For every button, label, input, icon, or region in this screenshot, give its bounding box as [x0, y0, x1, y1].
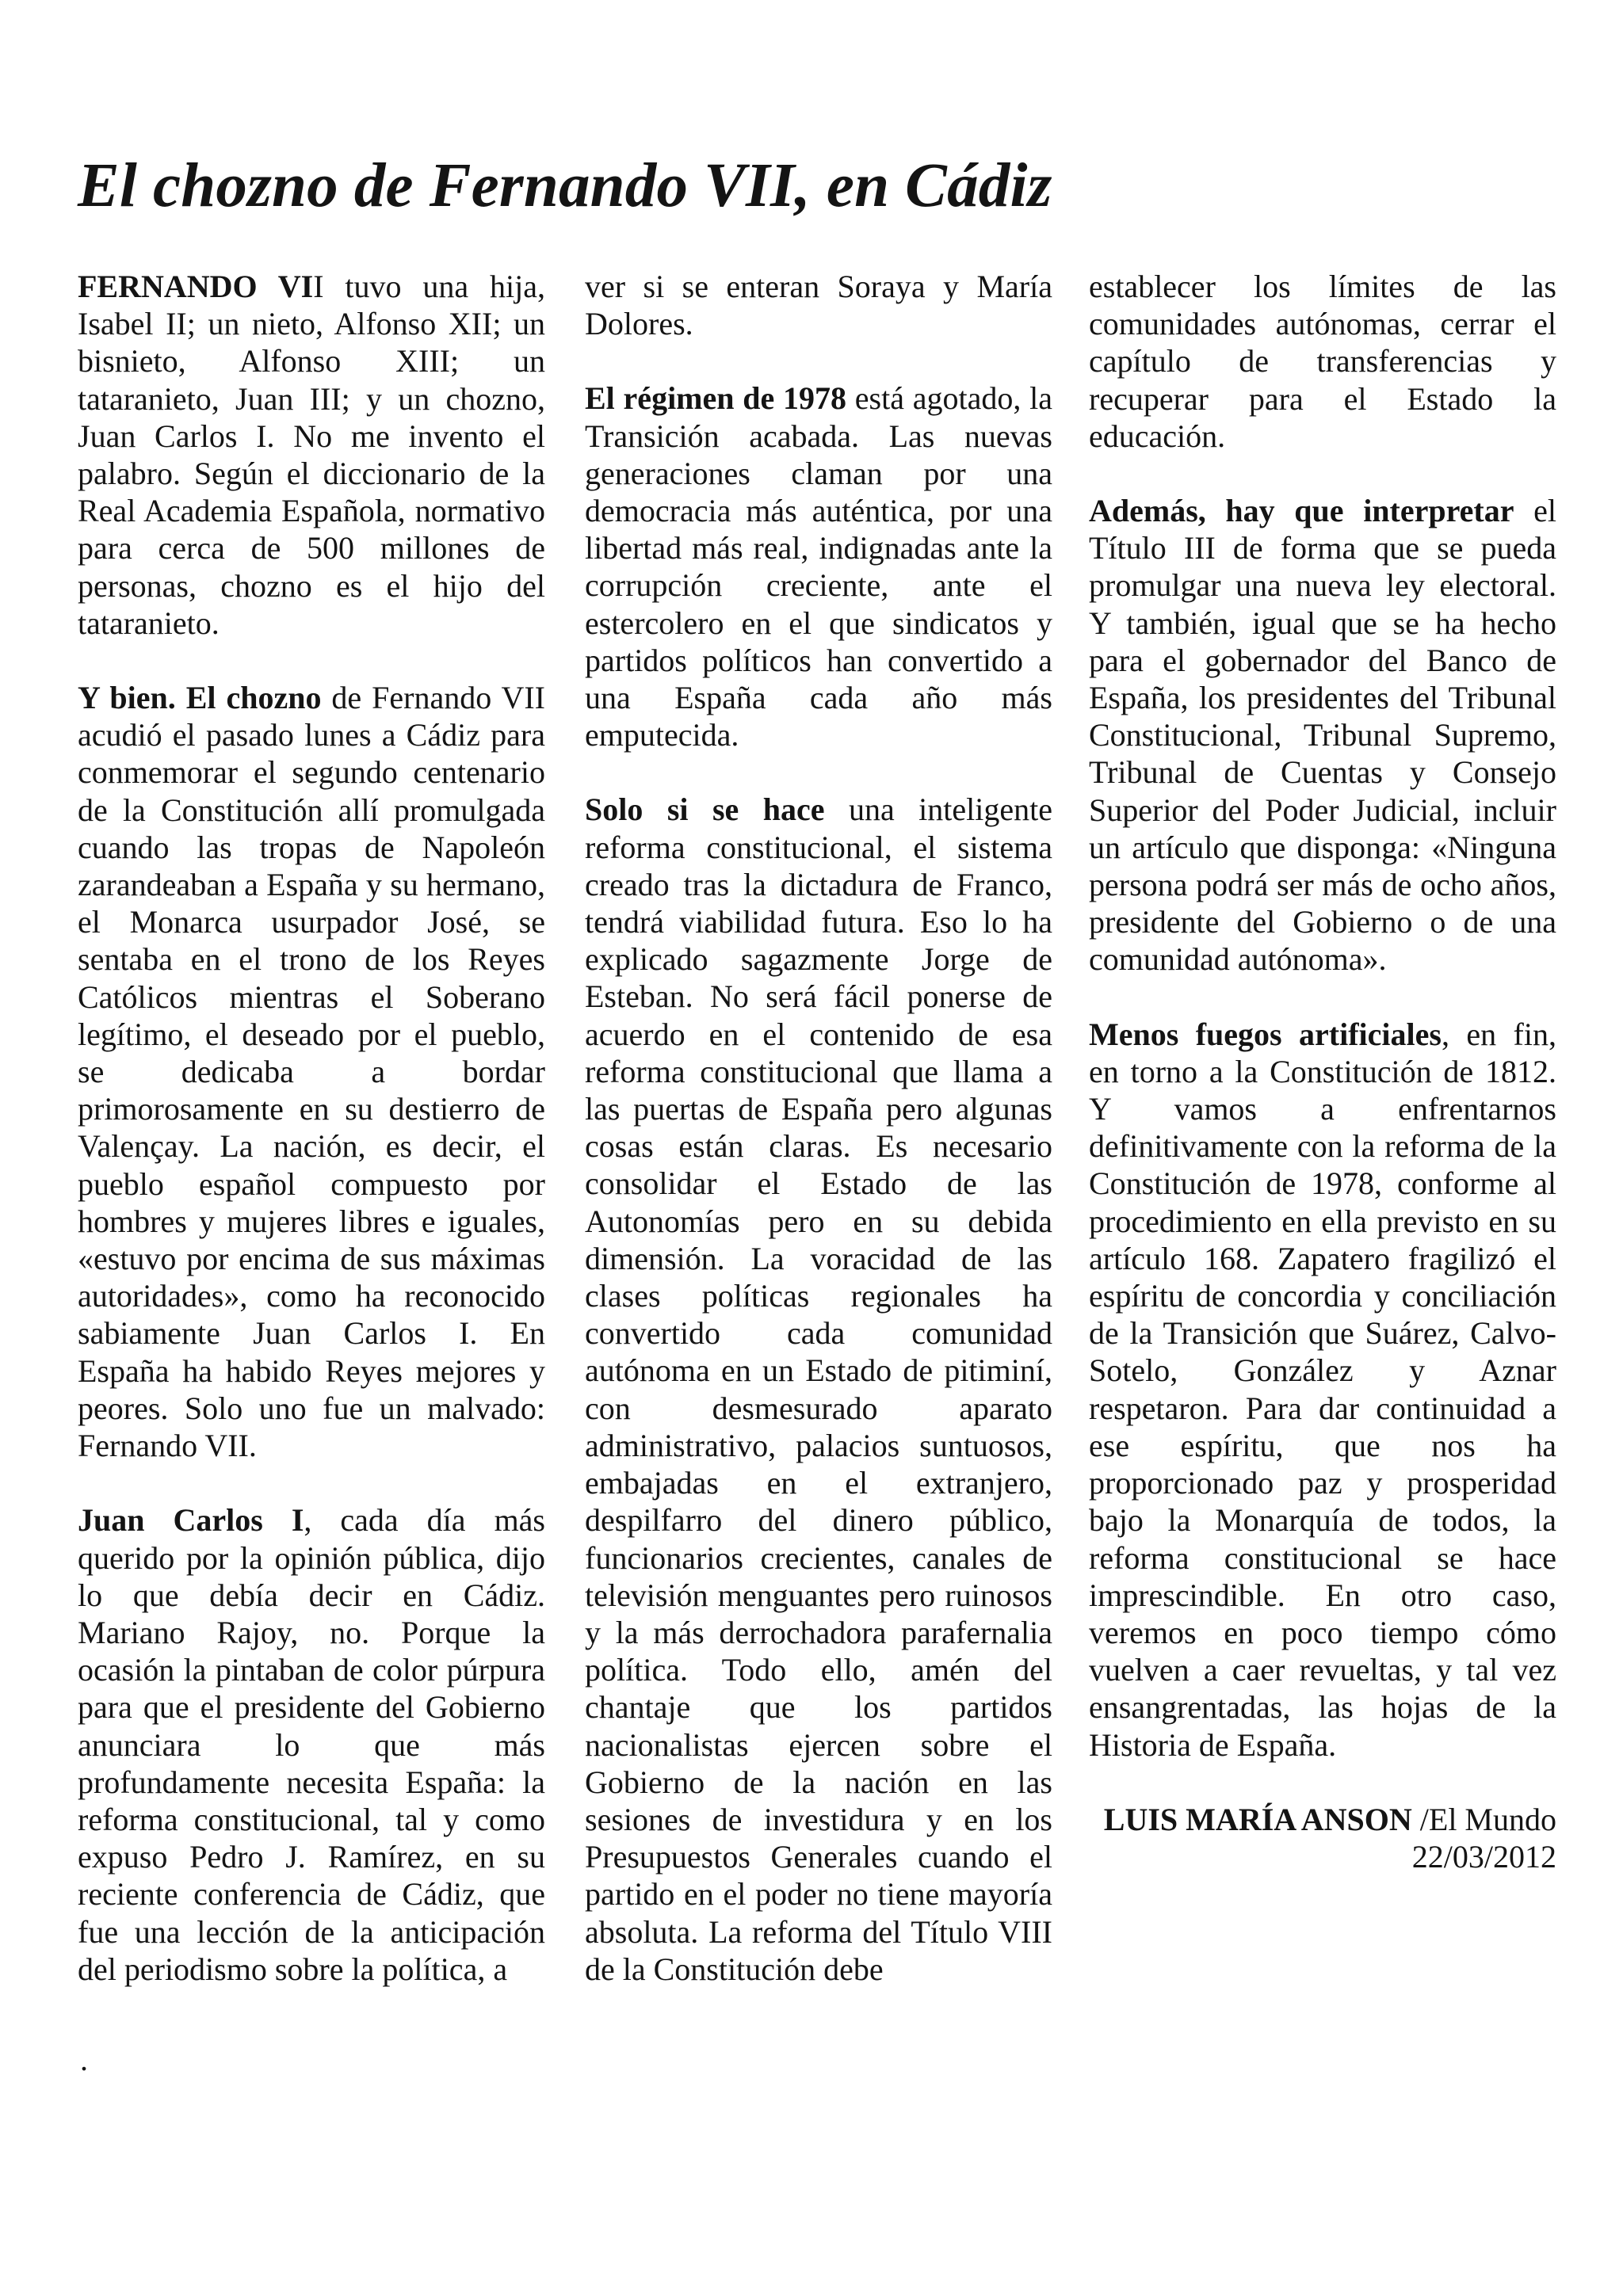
paragraph-text: I tuvo una hija, Isabel II; un nieto, Alfonso XII; un bisnieto, Alfonso XIII; un tataranieto, Juan III; y un chozno, Juan Carlos I. No me invento el palabro. Según el diccionario de la Real Academia Española, normativo para cerca de 500 millones de personas, chozno es el hijo del tataranieto. [78, 269, 545, 641]
paragraph [1089, 1016, 1556, 1764]
paragraph [1089, 492, 1556, 978]
article-title: El chozno de Fernando VII, en Cádiz [78, 151, 1052, 220]
paragraph-text: , cada día más querido por la opinión pública, dijo lo que debía decir en Cádiz. Mariano Rajoy, no. Porque la ocasión la pintaban de color púrpura para que el presidente del Gobierno anunciara lo que más profundamente necesita España: la reforma constitucional, tal y como expuso Pedro J. Ramírez, en su reciente conferencia de Cádiz, que fue una lección de la anticipación del periodismo sobre la política, a [78, 1502, 545, 1987]
byline [1089, 1801, 1556, 1875]
paragraph-text: el Título III de forma que se pueda promulgar una nueva ley electoral. Y también, igual que se ha hecho para el gobernador del Banco de España, los presidentes del Tribunal Constitucional, Tribunal Supremo, Tribunal de Cuentas y Consejo Superior del Poder Judicial, incluir un artículo que disponga: «Ninguna persona podrá ser más de ocho años, presidente del Gobierno o de una comunidad autónoma». [1089, 493, 1556, 978]
paragraph-text: de Fernando VII acudió el pasado lunes a Cádiz para conmemorar el segundo centenario de la Constitución allí promulgada cuando las tropas de Napoleón zarandeaban a España y su hermano, el Monarca usurpador José, se sentaba en el trono de los Reyes Católicos mientras el Soberano legítimo, el deseado por el pueblo, se dedicaba a bordar primorosamente en su destierro de Valençay. La nación, es decir, el pueblo español compuesto por hombres y mujeres libres e iguales, «estuvo por encima de sus máximas autoridades», como ha reconocido sabiamente Juan Carlos I. En España ha habido Reyes mejores y peores. Solo uno fue un malvado: Fernando VII. [78, 680, 545, 1464]
paragraph-lead: Y bien. El chozno [78, 680, 322, 716]
paragraph-text: una inteligente reforma constitucional, el sistema creado tras la dictadura de Franco, tendrá viabilidad futura. Eso lo ha explicado sagazmente Jorge de Esteban. No será fácil ponerse de acuerdo en el contenido de esa reforma constitucional que llama a las puertas de España pero algunas cosas están claras. Es necesario consolidar el Estado de las Autonomías pero en su debida dimensión. La voracidad de las clases políticas regionales ha convertido cada comunidad autónoma en un Estado de pitiminí, con desmesurado aparato administrativo, palacios suntuosos, embajadas en el extranjero, despilfarro del dinero público, funcionarios crecientes, canales de televisión menguantes pero ruinosos y la más derrochadora parafernalia política. Todo ello, amén del chantaje que los partidos nacionalistas ejercen sobre el Gobierno de la nación en las sesiones de investidura y en los Presupuestos Generales cuando el partido en el poder no tiene mayoría absoluta. La reforma del Título VIII de la Constitución debe [585, 791, 1052, 1987]
paragraph [585, 791, 1052, 1988]
paragraph-lead: Además, hay que interpretar [1089, 493, 1514, 529]
paragraph [585, 268, 1052, 342]
publication-source: /El Mundo 22/03/2012 [1411, 1801, 1556, 1875]
paragraph-text: , en fin, en torno a la Constitución de 1812. Y vamos a enfrentarnos definitivamente con la reforma de la Constitución de 1978, conforme al procedimiento en ella previsto en su artículo 168. Zapatero fragilizó el espíritu de concordia y conciliación de la Transición que Suárez, Calvo-Sotelo, González y Aznar respetaron. Para dar continuidad a ese espíritu, que nos ha proporcionado paz y prosperidad bajo la Monarquía de todos, la reforma constitucional se hace imprescindible. En otro caso, veremos en poco tiempo cómo vuelven a caer revueltas, y tal vez ensangrentadas, las hojas de la Historia de España. [1089, 1016, 1556, 1763]
paragraph-lead: Menos fuegos artificiales [1089, 1016, 1442, 1052]
article-column-3 [1089, 268, 1556, 1875]
paragraph-lead: Juan Carlos I [78, 1502, 304, 1539]
paragraph-lead: FERNANDO VI [78, 269, 314, 304]
paragraph-text: ver si se enteran Soraya y María Dolores. [585, 269, 1052, 342]
article-column-1 [78, 268, 545, 2025]
article-column-2 [585, 268, 1052, 2025]
paragraph [78, 268, 545, 642]
footer-mark: . [80, 2042, 88, 2077]
paragraph-lead: Solo si se hace [585, 791, 825, 828]
paragraph [78, 679, 545, 1464]
paragraph-lead: El régimen de 1978 [585, 380, 847, 417]
paragraph-text: está agotado, la Transición acabada. Las nuevas generaciones claman por una democracia más auténtica, por una libertad más real, indignadas ante la corrupción creciente, ante el estercolero en el que sindicatos y partidos políticos han convertido a una España cada año más emputecida. [585, 380, 1052, 753]
paragraph [1089, 268, 1556, 455]
paragraph [78, 1501, 545, 1988]
paragraph [585, 379, 1052, 753]
paragraph-text: establecer los límites de las comunidades autónomas, cerrar el capítulo de transferencias y recuperar para el Estado la educación. [1089, 269, 1556, 454]
author-name: LUIS MARÍA ANSON [1103, 1801, 1412, 1837]
